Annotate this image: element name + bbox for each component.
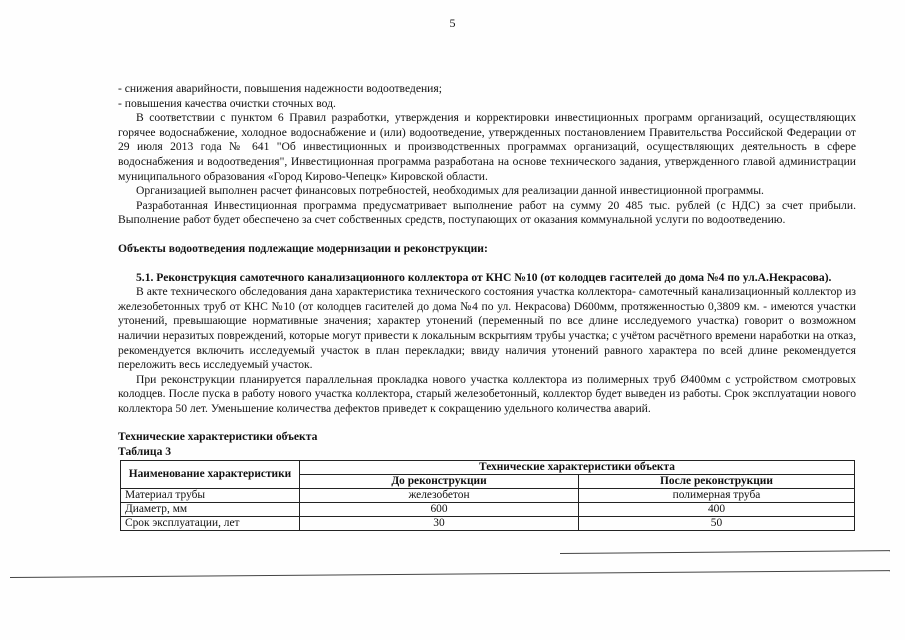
cell-name: Материал трубы (121, 488, 300, 502)
paragraph-inspection: В акте технического обследования дана характеристика технического состояния участка коллектора- самотечный канализационный коллектор из железобетонных труб от КНС №10 (от колодцев гасителей до дома №4 по ул. Некрасова) D600мм, протяженностью 0,3809 км. - имеются участки утонений, превышающие нормативные значения; характер утонений (переменный по все длине исследуемого участка) говорит о возможном наличии неразитых повреждений, которые могут привести к локальным вскрытиям трубы участка; с учётом расчётного времени наработки на отказ, рекомендуется включить исследуемый участок в план перекладки; ввиду наличия утонений равного характера по всей длине рекомендуется переложить весь исследуемый участок. (118, 285, 856, 372)
cell-before: 30 (300, 516, 579, 530)
table-row (121, 516, 855, 530)
page-number: 5 (449, 16, 456, 30)
cell-before: 600 (300, 502, 579, 516)
table-label: Таблица 3 (118, 445, 172, 459)
bullet-reliability: - снижения аварийности, повышения надежности водоотведения; (118, 82, 442, 95)
header-after: После реконструкции (579, 474, 855, 488)
characteristics-table (120, 460, 855, 531)
header-name-col: Наименование характеристики (121, 460, 300, 488)
table-caption: Технические характеристики объекта (118, 430, 318, 444)
cell-after: полимерная труба (579, 488, 855, 502)
section-heading: Объекты водоотведения подлежащие модернизации и реконструкции: (118, 241, 488, 255)
paragraph-legal-basis: В соответствии с пунктом 6 Правил разработки, утверждения и корректировки инвестиционных программ организаций, осуществляющих горячее водоснабжение, холодное водоснабжение и (или) водоотведение, утвержденных постановлением Правительства Российской Федерации от 29 июля 2013 года № 641 "Об инвестиционных и производственных программах организаций, осуществляющих деятельность в сфере водоснабжения и водоотведения", Инвестиционная программа разработана на основе технического задания, утвержденного главой администрации муниципального образования «Город Кирово-Чепецк» Кировской области. (118, 111, 856, 183)
bullet-treatment-quality: - повышения качества очистки сточных вод. (118, 96, 336, 110)
subsection-title: 5.1. Реконструкция самотечного канализационного коллектора от КНС №10 (от колодцев гасителей до дома №4 по ул.А.Некрасова). (136, 270, 832, 284)
page-body (118, 82, 856, 531)
cell-name: Диаметр, мм (121, 502, 300, 516)
header-before: До реконструкции (300, 474, 579, 488)
cell-before: железобетон (300, 488, 579, 502)
paragraph-program-amount: Разработанная Инвестиционная программа предусматривает выполнение работ на сумму 20 485 тыс. рублей (с НДС) за счет прибыли. Выполнение работ будет обеспечено за счет собственных средств, поступающих от оказания коммунальной услуги по водоотведению. (118, 198, 856, 227)
paragraph-financial-calc: Организацией выполнен расчет финансовых потребностей, необходимых для реализации данной инвестиционной программы. (136, 184, 764, 198)
scan-artifact-line (10, 570, 890, 578)
cell-name: Срок эксплуатации, лет (121, 516, 300, 530)
header-group: Технические характеристики объекта (300, 460, 855, 474)
cell-after: 400 (579, 502, 855, 516)
cell-after: 50 (579, 516, 855, 530)
table-row (121, 488, 855, 502)
paragraph-reconstruction: При реконструкции планируется параллельная прокладка нового участка коллектора из полимерных труб Ø400мм с устройством смотровых колодцев. После пуска в работу нового участка коллектора, старый железобетонный, коллектор будет выведен из работы. Срок эксплуатации нового коллектора 50 лет. Уменьшение количества дефектов приведет к сокращению удельного количества аварий. (118, 372, 856, 415)
scan-artifact-line (560, 550, 890, 554)
table-row (121, 502, 855, 516)
